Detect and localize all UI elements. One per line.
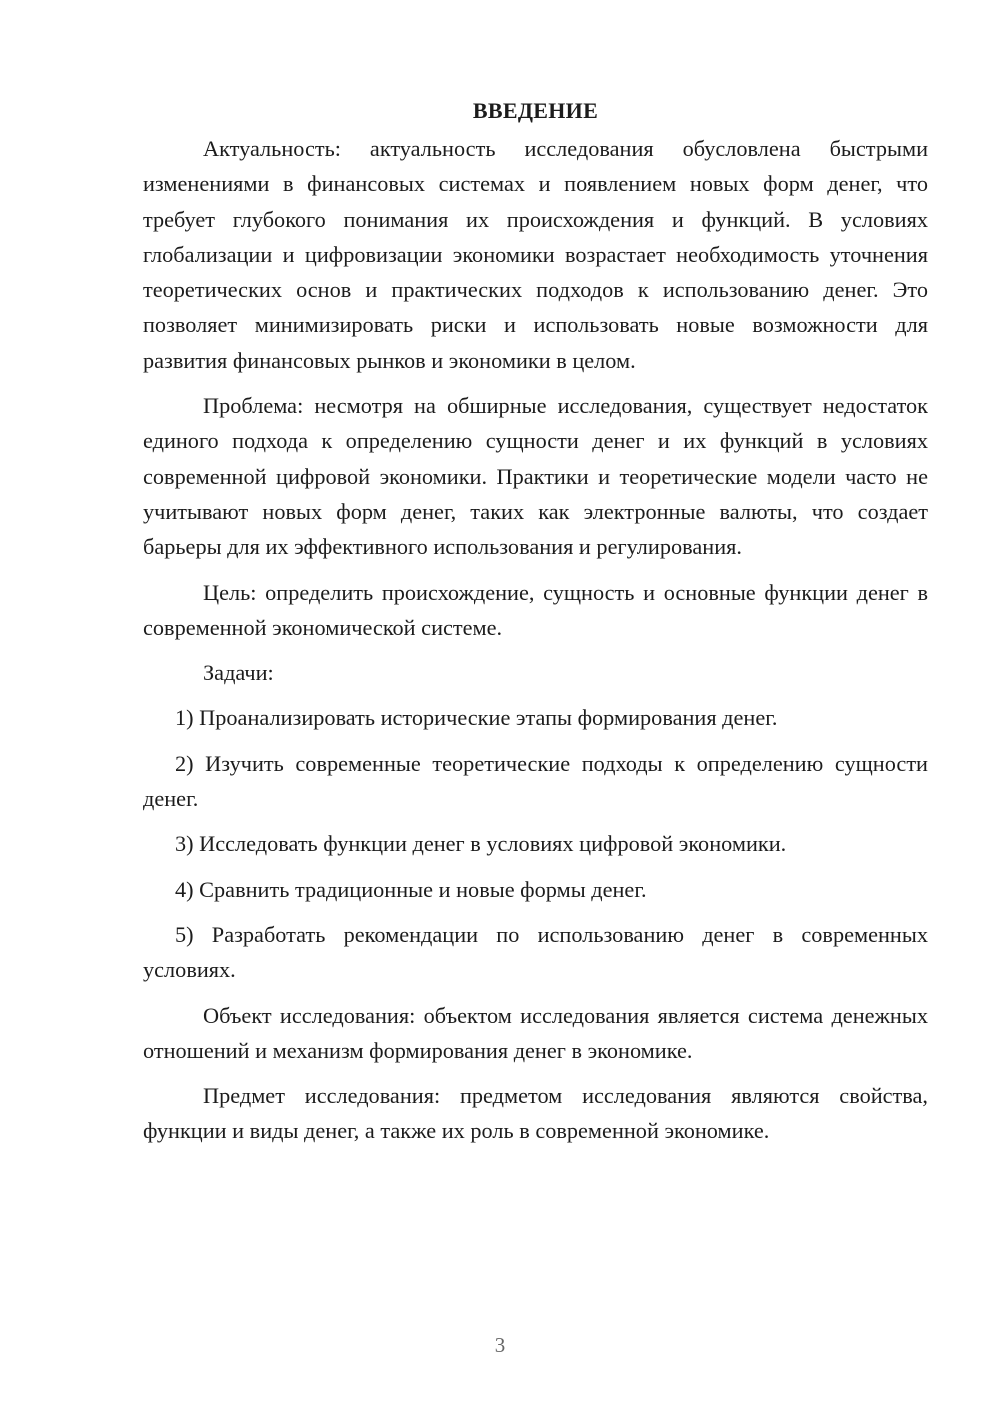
task-item: 4) Сравнить традиционные и новые формы денег. [175,876,647,902]
page-content [143,95,928,1159]
object-paragraph: Объект исследования: объектом исследования является система денежных отношений и механизм формирования денег в экономике. [143,1002,928,1063]
task-item: 2) Изучить современные теоретические подходы к определению сущности денег. [143,750,928,812]
tasks-list [143,700,928,987]
task-item: 1) Проанализировать исторические этапы формирования денег. [175,705,778,731]
goal-paragraph: Цель: определить происхождение, сущность и основные функции денег в современной экономической системе. [143,579,928,640]
problem-paragraph: Проблема: несмотря на обширные исследования, существует недостаток единого подхода к определению сущности денег и их функций в условиях современной цифровой экономики. Практики и теоретические модели часто не учитывают новых форм денег, таких как электронные валюты, что создает барьеры для их эффективного использования и регулирования. [143,393,928,560]
task-item: 3) Исследовать функции денег в условиях цифровой экономики. [175,831,787,857]
page-number: 3 [494,1333,506,1357]
task-item: 5) Разработать рекомендации по использованию денег в современных условиях. [143,921,928,983]
subject-paragraph: Предмет исследования: предметом исследования являются свойства, функции и виды денег, а также их роль в современной экономике. [143,1083,928,1144]
relevance-paragraph: Актуальность: актуальность исследования обусловлена быстрыми изменениями в финансовых системах и появлением новых форм денег, что требует глубокого понимания их происхождения и функций. В условиях глобализации и цифровизации экономики возрастает необходимость уточнения теоретических основ и практических подходов к использованию денег. Это позволяет минимизировать риски и использовать новые возможности для развития финансовых рынков и экономики в целом. [143,136,928,373]
tasks-heading: Задачи: [203,660,274,686]
page-title: ВВЕДЕНИЕ [472,98,599,123]
